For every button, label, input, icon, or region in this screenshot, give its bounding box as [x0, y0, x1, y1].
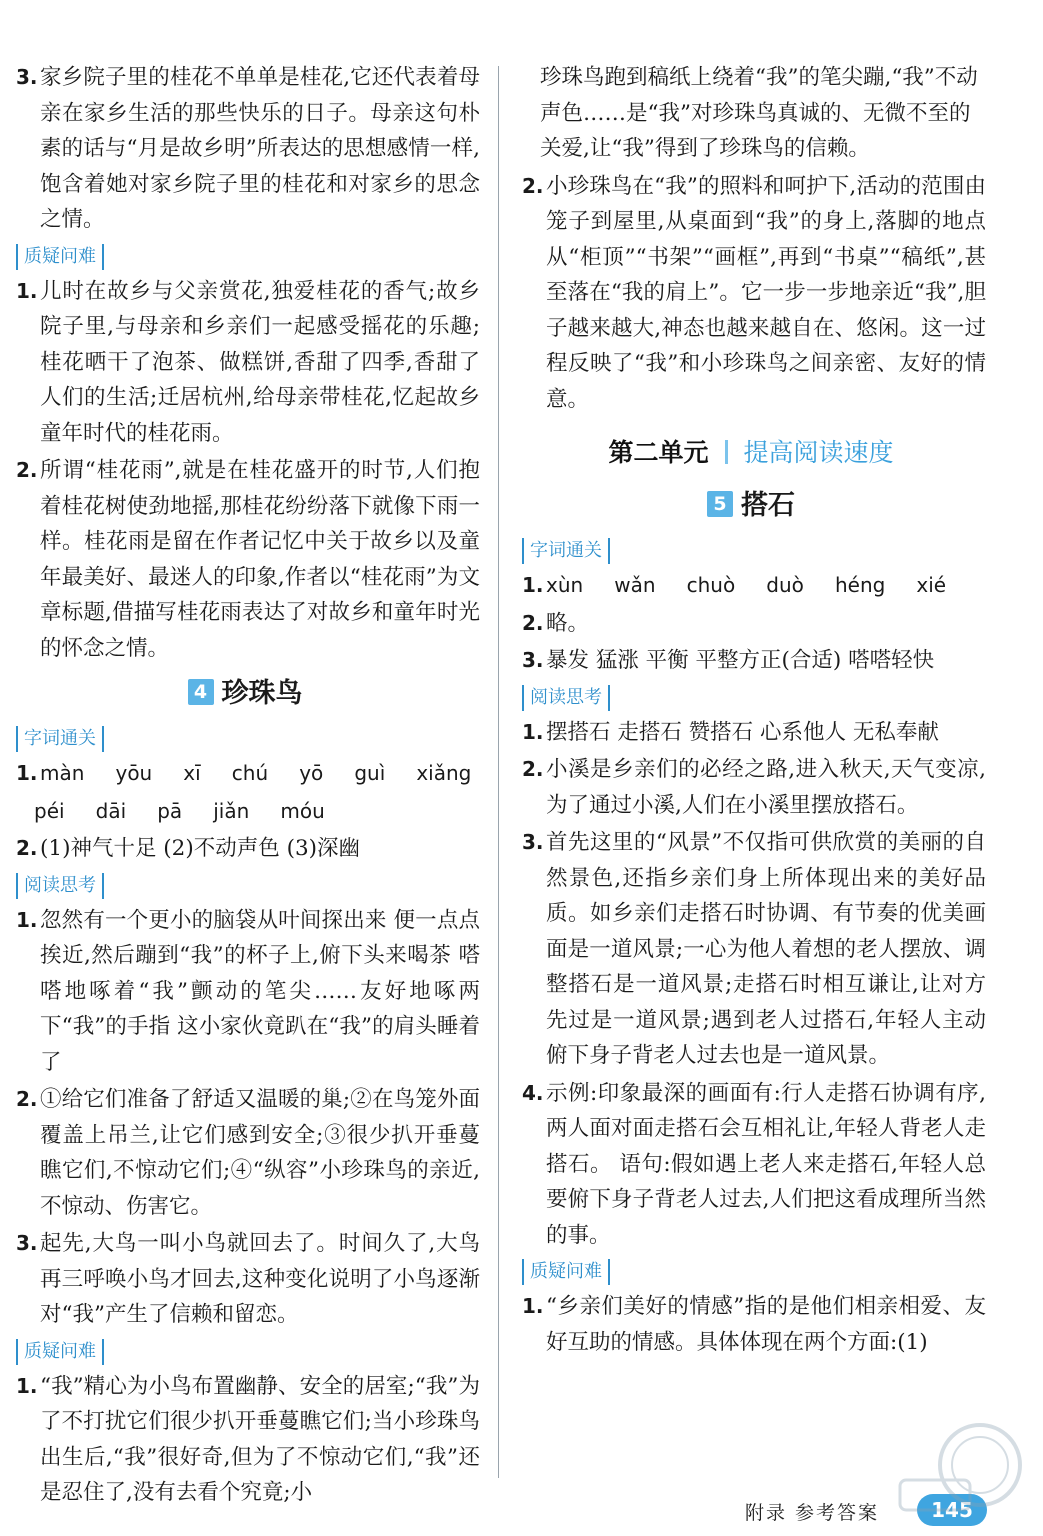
lesson-number-badge: 5: [707, 491, 733, 517]
answer-item: [516, 1289, 986, 1360]
item-text: “我”精心为小鸟布置幽静、安全的居室;“我”为了不打扰它们很少扒开垂蔓瞧它们;当小珍珠鸟出生后,“我”很好奇,但为了不惊动它们,“我”还是忍住了,没有去看个究竟;小: [40, 1373, 480, 1505]
answer-item: [516, 1076, 986, 1254]
item-number: 3.: [16, 1231, 38, 1255]
section-tag-questions: 质疑问难: [16, 1339, 104, 1365]
section-tag-questions: 质疑问难: [16, 244, 104, 270]
lesson-title-text: 珍珠鸟: [221, 678, 303, 709]
unit-name: 第二单元: [608, 438, 709, 467]
lesson-number-badge: 4: [188, 679, 214, 705]
lesson-title-text: 搭石: [741, 490, 795, 521]
item-text: 家乡院子里的桂花不单单是桂花,它还代表着母亲在家乡生活的那些快乐的日子。母亲这句朴素的话与“月是故乡明”所表达的思想感情一样,饱含着她对家乡院子里的桂花和对家乡的思念之情。: [40, 65, 480, 232]
unit-heading: [516, 431, 986, 478]
item-text: (1)神气十足 (2)不动声色 (3)深幽: [40, 836, 361, 861]
watermark-stamp-icon: [880, 1410, 1030, 1530]
unit-separator: [725, 440, 728, 464]
answer-continuation: [516, 60, 986, 167]
unit-subtitle: 提高阅读速度: [743, 438, 894, 467]
answer-item: [516, 568, 986, 604]
item-text: 示例:印象最深的画面有:行人走搭石协调有序,两人面对面走搭石会互相礼让,年轻人背老人走搭石。 语句:假如遇上老人来走搭石,年轻人总要俯下身子背老人过去,人们把这看成理所当然的事。: [546, 1080, 986, 1248]
pinyin-line: péi dāi pā jiǎn móu: [34, 798, 325, 823]
item-number: 1.: [16, 1373, 38, 1398]
item-text: 小珍珠鸟在“我”的照料和呵护下,活动的范围由笼子到屋里,从桌面到“我”的身上,落脚的地点从“柜顶”“书架”“画框”,再到“书桌”“稿纸”,甚至落在“我的肩上”。它一步一步地亲近“我”,胆子越来越大,神态也越来越自在、悠闲。这一过程反映了“我”和小珍珠鸟之间亲密、友好的情意。: [546, 173, 986, 412]
answer-item: [516, 643, 986, 679]
footer-label: 附录 参考答案: [745, 1502, 880, 1524]
item-text: 起先,大鸟一叫小鸟就回去了。时间久了,大鸟再三呼唤小鸟才回去,这种变化说明了小鸟逐渐对“我”产生了信赖和留恋。: [40, 1231, 480, 1327]
answer-item: [516, 606, 986, 642]
item-number: 2.: [16, 458, 38, 482]
section-tag-reading: 阅读思考: [522, 685, 610, 711]
item-number: 1.: [16, 761, 38, 785]
item-number: 2.: [522, 173, 544, 198]
answer-item: [516, 169, 986, 418]
item-number: 2.: [16, 1087, 38, 1111]
pinyin-line: xùn wǎn chuò duò héng xié: [546, 573, 947, 597]
item-number: 4.: [522, 1080, 544, 1105]
item-text: 忽然有一个更小的脑袋从叶间探出来 便一点点挨近,然后蹦到“我”的杯子上,俯下头来喝茶 嗒嗒地啄着“我”颤动的笔尖……友好地啄两下“我”的手指 这小家伙竟趴在“我”的肩头睡着了: [40, 907, 480, 1075]
section-tag-vocab: 字词通关: [522, 538, 610, 564]
answer-item: [10, 1369, 480, 1511]
item-number: 1.: [522, 1294, 544, 1318]
answer-item: [10, 60, 480, 238]
item-text: ①给它们准备了舒适又温暖的巢;②在鸟笼外面覆盖上吊兰,让它们感到安全;③很少扒开垂蔓瞧它们,不惊动它们;④“纵容”小珍珠鸟的亲近,不惊动、伤害它。: [40, 1087, 480, 1219]
lesson-title: [516, 486, 986, 526]
page-number-badge: 145: [917, 1494, 987, 1526]
section-tag-reading: 阅读思考: [16, 873, 104, 899]
item-number: 1.: [16, 907, 38, 932]
answer-item: [516, 825, 986, 1074]
answer-item: [516, 715, 986, 751]
item-text: 儿时在故乡与父亲赏花,独爱桂花的香气;故乡院子里,与母亲和乡亲们一起感受摇花的乐趣;桂花晒干了泡茶、做糕饼,香甜了四季,香甜了人们的生活;迁居杭州,给母亲带桂花,忆起故乡童年时代的桂花雨。: [40, 278, 480, 446]
right-column: [516, 60, 986, 1362]
answer-item: [10, 274, 480, 452]
item-number: 1.: [16, 278, 38, 303]
answer-item: [10, 1226, 480, 1333]
item-text: 所谓“桂花雨”,就是在桂花盛开的时节,人们抱着桂花树使劲地摇,那桂花纷纷落下就像下雨一样。桂花雨是留在作者记忆中关于故乡以及童年最美好、最迷人的印象,作者以“桂花雨”为文章标题,借描写桂花雨表达了对故乡和童年时光的怀念之情。: [40, 458, 480, 661]
answer-continuation: [10, 794, 480, 830]
item-number: 2.: [522, 757, 544, 781]
column-divider: [498, 66, 499, 1478]
lesson-title: [10, 674, 480, 714]
item-number: 2.: [16, 836, 38, 860]
answer-item: [10, 756, 480, 792]
item-number: 3.: [16, 65, 38, 89]
item-number: 2.: [522, 610, 544, 635]
item-text: “乡亲们美好的情感”指的是他们相亲相爱、友好互助的情感。具体体现在两个方面:(1): [546, 1294, 986, 1355]
left-column: [10, 60, 480, 1513]
answer-item: [10, 1082, 480, 1224]
answer-item: [516, 752, 986, 823]
section-tag-vocab: 字词通关: [16, 726, 104, 752]
item-text: 暴发 猛涨 平衡 平整方正(合适) 嗒嗒轻快: [546, 648, 935, 673]
item-text: 小溪是乡亲们的必经之路,进入秋天,天气变凉,为了通过小溪,人们在小溪里摆放搭石。: [546, 757, 986, 818]
item-text: 略。: [546, 610, 590, 636]
answer-item: [10, 831, 480, 867]
item-text: 珍珠鸟跑到稿纸上绕着“我”的笔尖蹦,“我”不动声色……是“我”对珍珠鸟真诚的、无微不至的关爱,让“我”得到了珍珠鸟的信赖。: [540, 65, 978, 161]
item-text: 摆搭石 走搭石 赞搭石 心系他人 无私奉献: [546, 719, 939, 745]
pinyin-line: màn yōu xī chú yō guì xiǎng: [40, 761, 472, 785]
item-number: 1.: [522, 719, 544, 744]
item-number: 3.: [522, 830, 544, 854]
section-tag-questions: 质疑问难: [522, 1259, 610, 1285]
item-number: 3.: [522, 648, 544, 672]
answer-item: [10, 903, 480, 1081]
answer-item: [10, 453, 480, 666]
item-number: 1.: [522, 573, 544, 597]
item-text: 首先这里的“风景”不仅指可供欣赏的美丽的自然景色,还指乡亲们身上所体现出来的美好品质。如乡亲们走搭石时协调、有节奏的优美画面是一道风景;一心为他人着想的老人摆放、调整搭石是一道风景;走搭石时相互谦让,让对方先过是一道风景;遇到老人过搭石,年轻人主动俯下身子背老人过去也是一道风景。: [546, 830, 986, 1068]
